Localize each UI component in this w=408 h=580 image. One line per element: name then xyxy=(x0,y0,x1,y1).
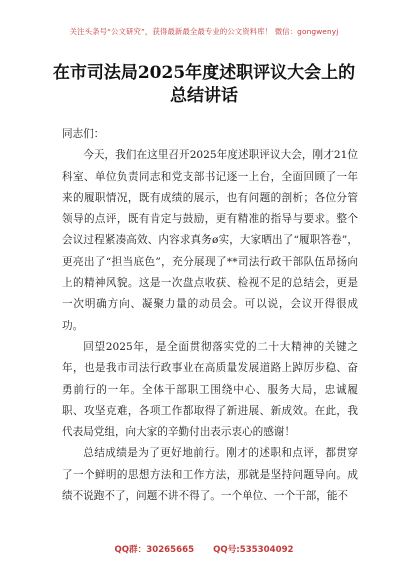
document-title-line-2: 总结讲话 xyxy=(170,86,238,106)
body-paragraph: 今天，我们在这里召开2025年度述职评议大会，刚才21位科室、单位负责同志和党支部书记逐一上台，全面回顾了一年来的履职情况，既有成绩的展示，也有问题的剖析；各位分管领导的点评，既有肯定与鼓励，更有精准的指导与要求。整个会议过程紧凑高效、内容求真务ø实，大家晒出了“履职答卷”，更亮出了“担当底色”，充分展现了**司法行政干部队伍昂扬向上的精神风貌。这是一次盘点收获、检视不足的总结会，更是一次明确方向、凝聚力量的动员会。可以说，会议开得很成功。 xyxy=(62,149,358,332)
body-paragraph: 总结成绩是为了更好地前行。刚才的述职和点评，都贯穿了一个鲜明的思想方法和工作方法，那就是坚持问题导向。成绩不说跑不了，问题不讲不得了。一个单位、一个干部，能不 xyxy=(62,447,358,503)
qq-group-number: QQ群：30265665 xyxy=(114,545,195,555)
footer-contact xyxy=(0,543,408,555)
document-body xyxy=(62,124,358,507)
header-banner: 关注头条号“公文研究”，获得最新最全最专业的公文资料库！ 微信：gongwenyj xyxy=(69,27,339,36)
greeting: 同志们： xyxy=(62,128,105,140)
document-title-line-1: 在市司法局2025年度述职评议大会上的 xyxy=(52,63,356,83)
body-paragraph: 回望2025年，是全面贯彻落实党的二十大精神的关键之年，也是我市司法行政事业在高质量发展道路上踔厉步稳、奋勇前行的一年。全体干部职工围绕中心、服务大局，忠诚履职、攻坚克难，各项工作都取得了新进展、新成效。在此，我代表局党组，向大家的辛勤付出表示衷心的感谢！ xyxy=(62,340,358,439)
qq-number: QQ号:535304092 xyxy=(213,545,294,555)
